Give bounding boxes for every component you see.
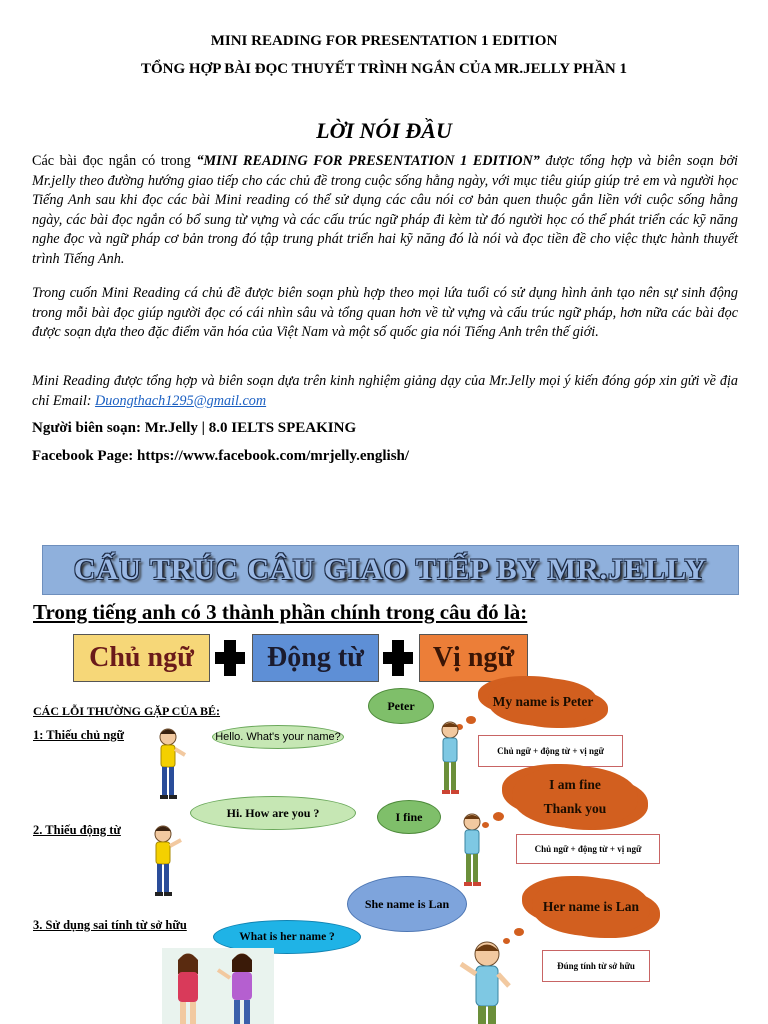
book-title: “MINI READING FOR PRESENTATION 1 EDITION” (196, 153, 540, 169)
question-bubble-1: Hello. What's your name? (212, 725, 344, 749)
boy-figure-icon (148, 725, 190, 805)
p1-lead: Các bài đọc ngắn có trong (32, 153, 197, 169)
banner-text: CẤU TRÚC CÂU GIAO TIẾP BY MR.JELLY (73, 553, 708, 586)
preface-paragraph-3 (32, 372, 738, 411)
structure-banner (42, 545, 739, 595)
rule-note-3: Đúng tính từ sở hữu (542, 950, 650, 982)
p1-rest: được tổng hợp và biên soạn bởi Mr.jelly theo đường hướng giao tiếp cho các chủ đề trong cuộc sống hằng ngày, với mục tiêu giúp giúp trẻ em và người học Tiếng Anh sau khi đọc các bài Mini reading có thể sử dụng các câu nói cơ bản quen thuộc gắn liền với cuộc sống hằng ngày, các bài đọc ngắn có bổ sung từ vựng và các cấu trúc ngữ pháp đi kèm từ đó người học có thể phát triển các kỹ năng nghe đọc và ngữ pháp cơ bản trong đó tập trung phát triển hai kỹ năng đó là nói và đọc tiền đề cho việc thực hành thuyết trình Tiếng Anh. (32, 153, 738, 267)
plus-icon (381, 636, 415, 680)
correct-answer-bubble-1: My name is Peter (488, 678, 598, 726)
mistake-3-label: 3. Sử dụng sai tính từ sở hữu (33, 918, 187, 932)
email-link[interactable]: Duongthach1295@gmail.com (95, 392, 267, 409)
question-bubble-3: What is her name ? (213, 920, 361, 954)
structure-subtitle: Trong tiếng anh có 3 thành phần chính trong câu đó là: (33, 600, 528, 624)
correct-answer-bubble-2 (512, 766, 638, 828)
girls-illustration-icon (162, 948, 274, 1024)
boy-figure-icon (145, 822, 187, 902)
plus-icon (213, 636, 247, 680)
correct-line-1: I am fine (549, 777, 601, 792)
mistake-2-label: 2. Thiếu động từ (33, 823, 121, 837)
preface-paragraph-1 (32, 152, 738, 269)
doc-heading-2: TỔNG HỢP BÀI ĐỌC THUYẾT TRÌNH NGẮN CỦA MR.JELLY PHẦN 1 (140, 61, 628, 77)
wrong-answer-bubble-3: She name is Lan (347, 876, 467, 932)
subject-box: Chủ ngữ (73, 634, 210, 682)
boy-figure-icon (455, 938, 515, 1024)
doc-heading-1: MINI READING FOR PRESENTATION 1 EDITION (210, 33, 558, 49)
mistakes-heading: CÁC LỖI THƯỜNG GẶP CỦA BÉ: (33, 704, 221, 718)
correct-answer-bubble-3: Her name is Lan (532, 878, 650, 936)
wrong-answer-bubble-2: I fine (377, 800, 441, 834)
p3-text: Mini Reading được tổng hợp và biên soạn dựa trên kinh nghiệm giảng dạy của Mr.Jelly mọi ý kiến đóng góp xin gửi về địa chỉ Email: (32, 373, 738, 409)
wrong-answer-bubble-1: Peter (368, 688, 434, 724)
mistake-1-label: 1: Thiếu chủ ngữ (33, 728, 124, 742)
preface-title: LỜI NÓI ĐẦU (316, 118, 452, 143)
boy-figure-icon (430, 720, 470, 800)
facebook-line[interactable]: Facebook Page: https://www.facebook.com/mrjelly.english/ (32, 448, 410, 464)
verb-box: Động từ (252, 634, 379, 682)
rule-note-1: Chủ ngữ + động từ + vị ngữ (478, 735, 623, 767)
boy-figure-icon (452, 812, 492, 892)
correct-line-2: Thank you (543, 801, 607, 816)
question-bubble-2: Hi. How are you ? (190, 796, 356, 830)
preface-paragraph-2: Trong cuốn Mini Reading cá chủ đề được biên soạn phù hợp theo mọi lứa tuổi có sử dụng hình ảnh tạo nên sự sinh động trong mỗi bài đọc giúp người đọc có cái nhìn sâu và tổng quan hơn về từ vựng và cấu trúc ngữ pháp, hơn nữa các bài đọc được soạn dựa theo đặc điểm văn hóa của Việt Nam và một số quốc gia nói Tiếng Anh trên thế giới. (32, 285, 738, 340)
predicate-box: Vị ngữ (419, 634, 528, 682)
author-line: Người biên soạn: Mr.Jelly | 8.0 IELTS SPEAKING (32, 420, 357, 436)
rule-note-2: Chủ ngữ + động từ + vị ngữ (516, 834, 660, 864)
